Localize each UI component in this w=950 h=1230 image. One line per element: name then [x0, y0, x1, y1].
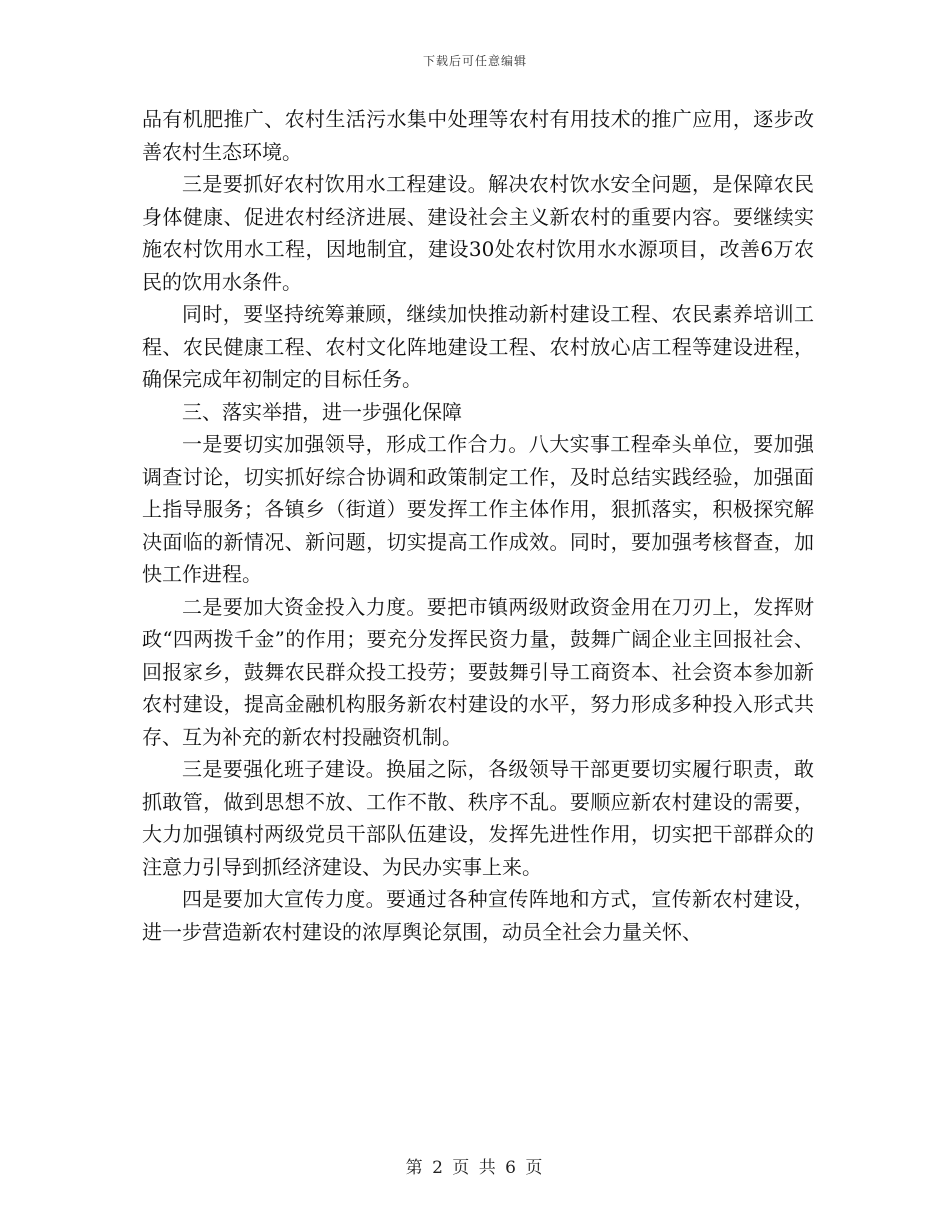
paragraph-2: 三是要抓好农村饮用水工程建设。解决农村饮水安全问题，是保障农民身体健康、促进农村经济进展、建设社会主义新农村的重要内容。要继续实施农村饮用水工程，因地制宜，建设30处农村饮用水水源项目，改善6万农民的饮用水条件。: [142, 172, 814, 294]
paragraph-6: 三是要强化班子建设。换届之际，各级领导干部更要切实履行职责，敢抓敢管，做到思想不放、工作不散、秩序不乱。要顺应新农村建设的需要，大力加强镇村两级党员干部队伍建设，发挥先进性作用，切实把干部群众的注意力引导到抓经济建设、为民办实事上来。: [142, 757, 814, 879]
paragraph-4: 一是要切实加强领导，形成工作合力。八大实事工程牵头单位，要加强调查讨论，切实抓好综合协调和政策制定工作，及时总结实践经验，加强面上指导服务；各镇乡（街道）要发挥工作主体作用，狠抓落实，积极探究解决面临的新情况、新问题，切实提高工作成效。同时，要加强考核督查，加快工作进程。: [142, 432, 814, 586]
section-heading: 三、落实举措，进一步强化保障: [182, 399, 462, 424]
page-number: 第 2 页 共 6 页: [405, 1158, 545, 1178]
paragraph-1: 品有机肥推广、农村生活污水集中处理等农村有用技术的推广应用，逐步改善农村生态环境。: [142, 107, 814, 164]
paragraph-3: 同时，要坚持统筹兼顾，继续加快推动新村建设工程、农民素养培训工程、农民健康工程、农村文化阵地建设工程、农村放心店工程等建设进程，确保完成年初制定的目标任务。: [142, 302, 814, 391]
page-header: 下载后可任意编辑: [422, 54, 527, 68]
document-body: [142, 103, 814, 948]
paragraph-7: 四是要加大宣传力度。要通过各种宣传阵地和方式，宣传新农村建设，进一步营造新农村建设的浓厚舆论氛围，动员全社会力量关怀、: [142, 887, 814, 944]
paragraph-5: 二是要加大资金投入力度。要把市镇两级财政资金用在刀刃上，发挥财政“四两拨千金”的作用；要充分发挥民资力量，鼓舞广阔企业主回报社会、回报家乡，鼓舞农民群众投工投劳；要鼓舞引导工商资本、社会资本参加新农村建设，提高金融机构服务新农村建设的水平，努力形成多种投入形式共存、互为补充的新农村投融资机制。: [142, 594, 814, 749]
